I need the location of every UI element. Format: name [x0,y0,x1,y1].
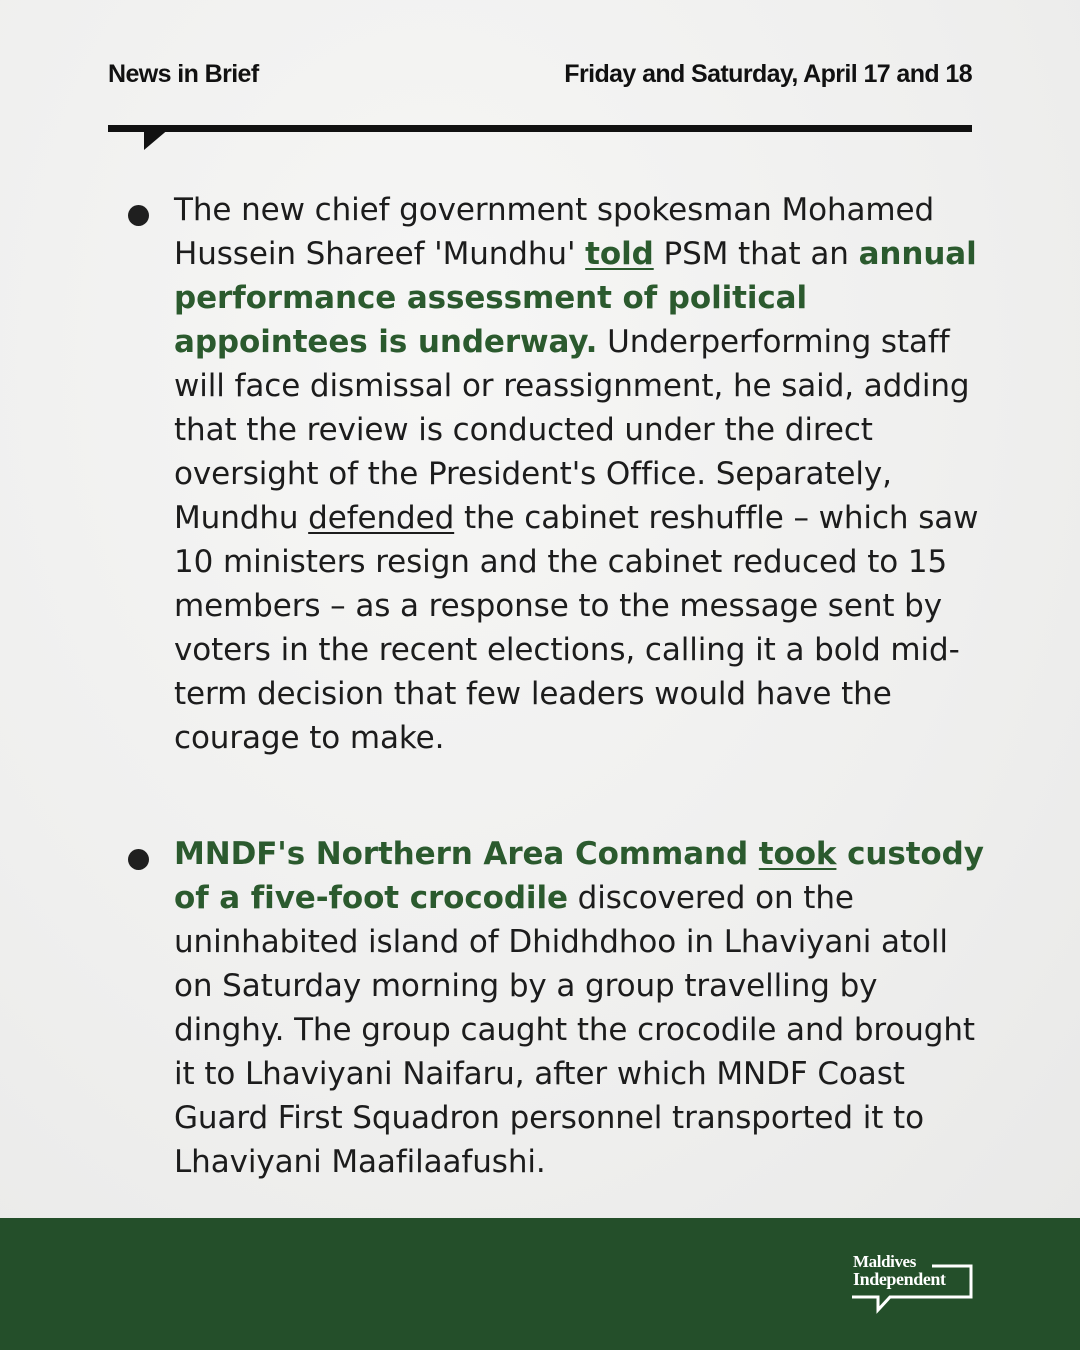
news-item-1 [174,188,984,760]
bullet-2 [128,849,149,870]
item-2-text: discovered on the uninhabited island of Dhidhdhoo in Lhaviyani atoll on Saturday morning by a group travelling by dinghy. The group caught the crocodile and brought it to Lhaviyani Naifaru, after which MNDF Coast Guard First Squadron personnel transported it to Lhaviyani Maafilaafushi. [174,880,975,1180]
news-item-2 [174,832,984,1184]
section-title: News in Brief [108,60,259,88]
item-1-text: PSM that an [653,236,859,272]
link-told[interactable]: told [585,236,654,272]
bullet-1 [128,205,149,226]
item-1-text: Underperforming staff will face dismissal or reassignment, he said, adding that the review is conducted under the direct oversight of the President's Office. Separately, Mundhu [174,324,970,536]
header-rule [108,122,974,152]
link-took[interactable]: took [758,836,837,872]
item-1-highlight: annual performance assessment of political appointees is underway. [174,236,977,360]
item-1-text: The new chief government spokesman Mohamed Hussein Shareef 'Mundhu' [174,192,935,272]
logo-text-line1: Maldives [853,1252,916,1271]
item-1-text: the cabinet reshuffle – which saw 10 ministers resign and the cabinet reduced to 15 members – as a response to the message sent by voters in the recent elections, calling it a bold mid-term decision that few leaders would have the courage to make. [174,500,979,756]
link-defended[interactable]: defended [308,500,455,536]
item-2-highlight: MNDF's Northern Area Command [174,836,759,872]
item-2-highlight: custody of a five-foot crocodile [174,836,984,916]
logo-text-line2: Independent [853,1269,946,1289]
issue-date: Friday and Saturday, April 17 and 18 [564,60,972,88]
maldives-independent-logo [852,1252,974,1314]
